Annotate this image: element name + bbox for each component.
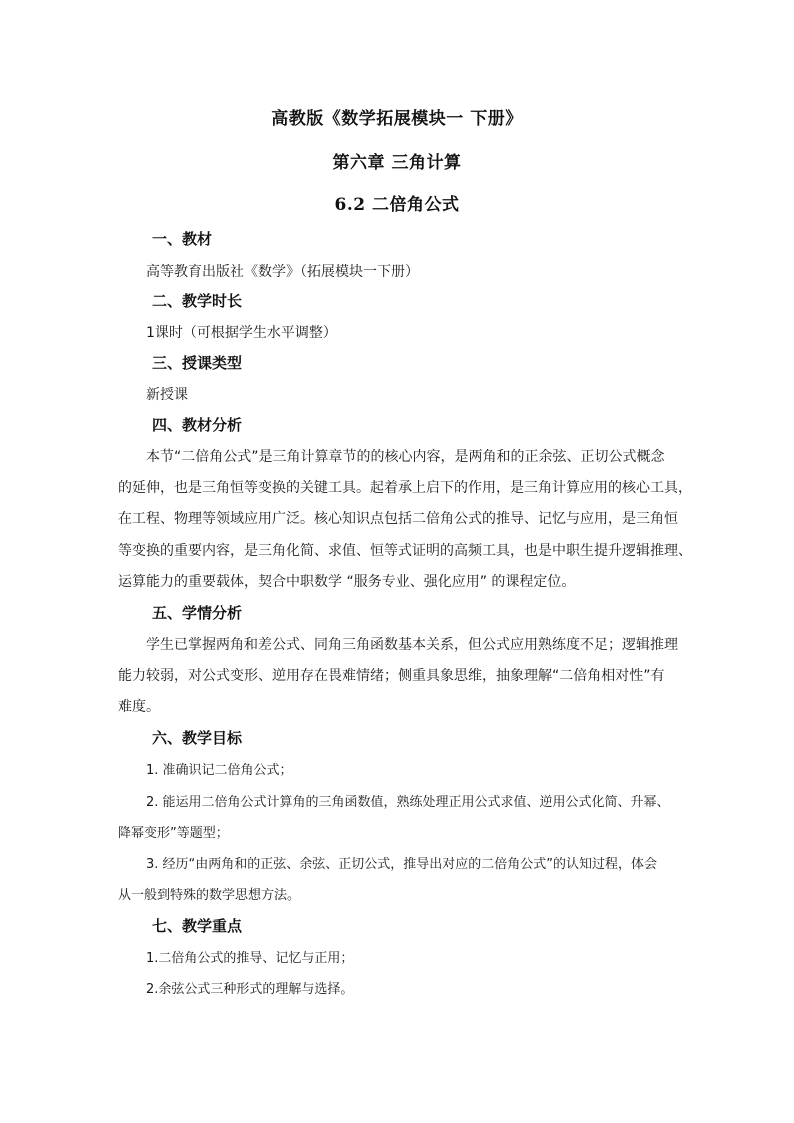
- material-analysis-line: 本节“二倍角公式”是三角计算章节的的核心内容，是两角和的正余弦、正切公式概念: [146, 449, 665, 465]
- textbook-line: 高等教育出版社《数学》（拓展模块一下册）: [146, 264, 419, 280]
- objective-line: 3. 经历“由两角和的正弦、余弦、正切公式，推导出对应的二倍角公式”的认知过程，体会: [146, 857, 658, 872]
- objective-line: 2. 能运用二倍角公式计算角的三角函数值，熟练处理正用公式求值、逆用公式化简、升幂、: [146, 795, 670, 810]
- heading-objectives: 六、教学目标: [152, 729, 243, 747]
- objective-line: 降幂变形”等题型；: [118, 826, 229, 841]
- material-analysis-line: 等变换的重要内容，是三角化简、求值、恒等式证明的高频工具，也是中职生提升逻辑推理、: [118, 543, 692, 559]
- student-analysis-line: 难度。: [118, 699, 160, 715]
- student-analysis-line: 能力较弱，对公式变形、逆用存在畏难情绪；侧重具象思维，抽象理解“二倍角相对性”有: [118, 668, 665, 684]
- key-point-line: 1.二倍角公式的推导、记忆与正用；: [146, 951, 354, 966]
- heading-lesson-type: 三、授课类型: [152, 354, 243, 372]
- material-analysis-line: 在工程、物理等领域应用广泛。核心知识点包括二倍角公式的推导、记忆与应用，是三角恒: [118, 511, 678, 527]
- chapter-title: 第六章 三角计算: [332, 153, 462, 173]
- heading-student-analysis: 五、学情分析: [152, 604, 243, 622]
- heading-textbook: 一、教材: [152, 230, 213, 248]
- heading-material-analysis: 四、教材分析: [152, 416, 243, 434]
- material-analysis-line: 的延伸，也是三角恒等变换的关键工具。起着承上启下的作用，是三角计算应用的核心工具，: [118, 480, 692, 496]
- student-analysis-line: 学生已掌握两角和差公式、同角三角函数基本关系，但公式应用熟练度不足；逻辑推理: [146, 637, 678, 653]
- duration-line: 1课时（可根据学生水平调整）: [146, 325, 337, 341]
- material-analysis-line: 运算能力的重要载体，契合中职数学 “服务专业、强化应用” 的课程定位。: [118, 574, 576, 590]
- heading-duration: 二、教学时长: [152, 292, 243, 310]
- heading-key-points: 七、教学重点: [152, 917, 243, 935]
- section-title: 6.2 二倍角公式: [334, 195, 460, 215]
- lesson-type-line: 新授课: [146, 387, 188, 403]
- objective-line: 从一般到特殊的数学思想方法。: [118, 888, 301, 903]
- objective-line: 1. 准确识记二倍角公式；: [146, 763, 293, 778]
- book-title: 高教版《数学拓展模块一 下册》: [271, 109, 523, 129]
- key-point-line: 2.余弦公式三种形式的理解与选择。: [146, 982, 354, 997]
